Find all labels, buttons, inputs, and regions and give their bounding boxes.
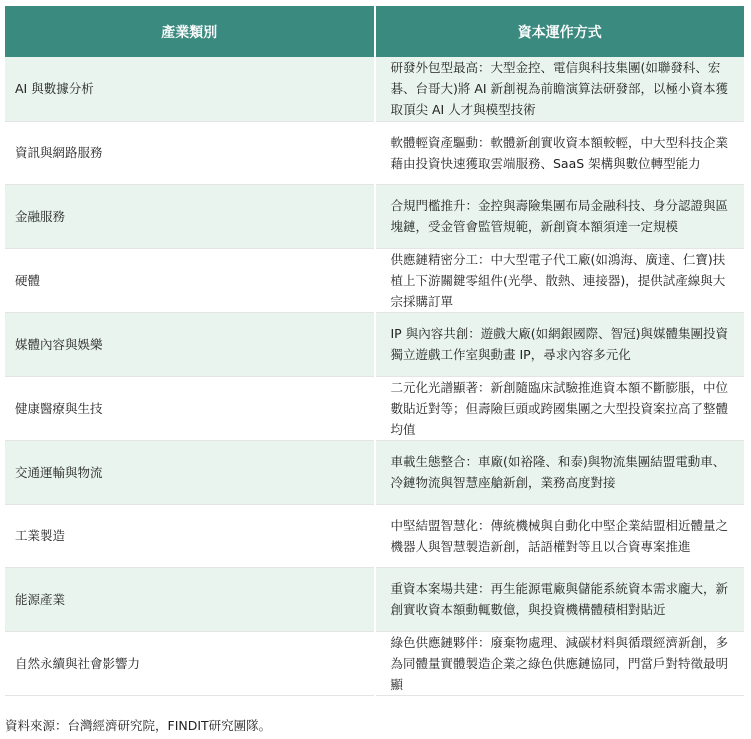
- industry-category-cell: 金融服務: [5, 184, 375, 248]
- capital-operation-table: [5, 6, 744, 696]
- industry-category-cell: 健康醫療與生技: [5, 376, 375, 440]
- header-industry-category: 產業類別: [5, 6, 375, 57]
- table-row: [5, 376, 744, 440]
- industry-category-cell: 交通運輸與物流: [5, 440, 375, 504]
- table-row: [5, 248, 744, 312]
- industry-category-cell: AI 與數據分析: [5, 57, 375, 121]
- capital-operation-cell: 供應鏈精密分工：中大型電子代工廠(如鴻海、廣達、仁寶)扶植上下游關鍵零組件(光學、散熱、連接器)，提供試產線與大宗採購訂單: [375, 248, 745, 312]
- capital-operation-cell: 合規門檻推升：金控與壽險集團布局金融科技、身分認證與區塊鏈，受金管會監管規範，新創資本額須達一定規模: [375, 184, 745, 248]
- table-row: [5, 631, 744, 695]
- table-row: [5, 504, 744, 567]
- capital-operation-cell: 中堅結盟智慧化：傳統機械與自動化中堅企業結盟相近體量之機器人與智慧製造新創，話語權對等且以合資專案推進: [375, 504, 745, 567]
- table-header-row: [5, 6, 744, 57]
- table-row: [5, 440, 744, 504]
- table-row: [5, 312, 744, 376]
- capital-operation-cell: 研發外包型最高：大型金控、電信與科技集團(如聯發科、宏碁、台哥大)將 AI 新創視為前瞻演算法研發部，以極小資本獲取頂尖 AI 人才與模型技術: [375, 57, 745, 121]
- table-row: [5, 57, 744, 121]
- header-capital-operation: 資本運作方式: [375, 6, 745, 57]
- capital-operation-cell: IP 與內容共創：遊戲大廠(如網銀國際、智冠)與媒體集團投資獨立遊戲工作室與動畫 IP，尋求內容多元化: [375, 312, 745, 376]
- capital-operation-cell: 車載生態整合：車廠(如裕隆、和泰)與物流集團結盟電動車、冷鏈物流與智慧座艙新創，業務高度對接: [375, 440, 745, 504]
- table-row: [5, 184, 744, 248]
- source-note: 資料來源：台灣經濟研究院，FINDIT研究團隊。: [5, 718, 272, 733]
- table-row: [5, 567, 744, 631]
- industry-category-cell: 硬體: [5, 248, 375, 312]
- industry-category-cell: 媒體內容與娛樂: [5, 312, 375, 376]
- industry-category-cell: 自然永續與社會影響力: [5, 631, 375, 695]
- industry-category-cell: 能源產業: [5, 567, 375, 631]
- table-row: [5, 121, 744, 184]
- capital-operation-cell: 軟體輕資產驅動：軟體新創實收資本額較輕，中大型科技企業藉由投資快速獲取雲端服務、SaaS 架構與數位轉型能力: [375, 121, 745, 184]
- capital-operation-cell: 綠色供應鏈夥伴：廢棄物處理、減碳材料與循環經濟新創，多為同體量實體製造企業之綠色供應鏈協同，門當戶對特徵最明顯: [375, 631, 745, 695]
- industry-category-cell: 工業製造: [5, 504, 375, 567]
- industry-category-cell: 資訊與網路服務: [5, 121, 375, 184]
- capital-operation-cell: 二元化光譜顯著：新創隨臨床試驗推進資本額不斷膨脹，中位數貼近對等；但壽險巨頭或跨國集團之大型投資案拉高了整體均值: [375, 376, 745, 440]
- capital-operation-cell: 重資本案場共建：再生能源電廠與儲能系統資本需求龐大，新創實收資本額動輒數億，與投資機構體積相對貼近: [375, 567, 745, 631]
